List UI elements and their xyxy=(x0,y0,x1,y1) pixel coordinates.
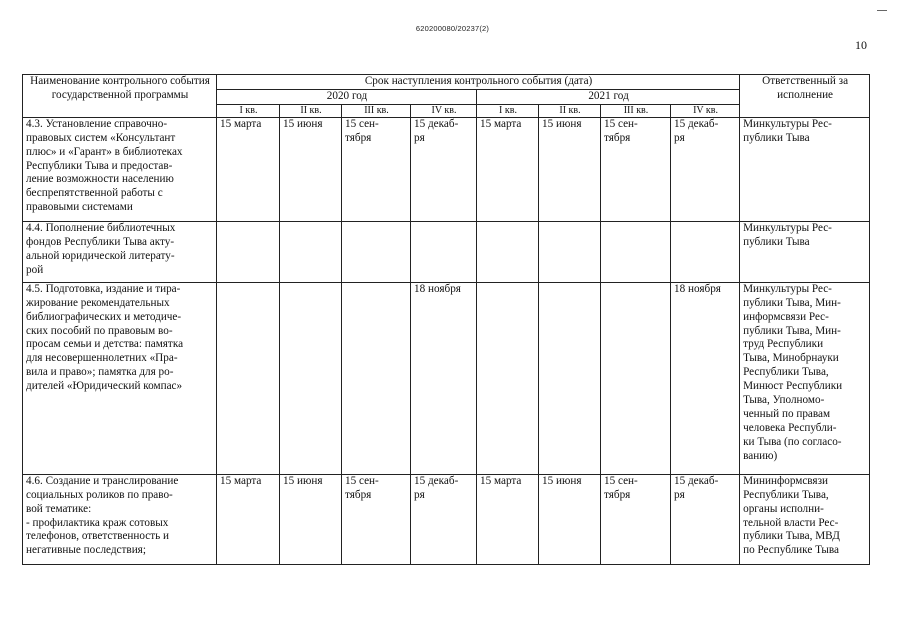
date-cell xyxy=(671,221,740,282)
date-cell: 15 марта xyxy=(217,474,280,564)
header-quarter: II кв. xyxy=(539,104,601,117)
date-cell: 15 июня xyxy=(280,117,342,221)
corner-scan-mark xyxy=(877,10,887,14)
control-events-table xyxy=(22,74,870,565)
date-cell: 15 сен- тября xyxy=(601,474,671,564)
header-quarter: III кв. xyxy=(342,104,411,117)
date-cell: 15 марта xyxy=(477,474,539,564)
date-cell xyxy=(411,221,477,282)
date-cell xyxy=(342,221,411,282)
event-name-cell: 4.3. Установление справочно- правовых систем «Консультант плюс» и «Гарант» в библиотеках Республики Тыва и предостав- ление возможности населению беспрепятственной работы с правовыми системами xyxy=(23,117,217,221)
date-cell: 15 июня xyxy=(539,474,601,564)
page-number: 10 xyxy=(855,38,867,52)
responsible-cell: Минкультуры Рес- публики Тыва, Мин- информсвязи Рес- публики Тыва, Мин- труд Республики Тыва, Минобрнауки Республики Тыва, Минюст Республики Тыва, Уполномо- ченный по правам человека Республи- ки Тыва (по согласо- ванию) xyxy=(740,282,870,474)
date-cell xyxy=(601,221,671,282)
table-row xyxy=(23,221,870,282)
date-cell: 15 декаб- ря xyxy=(411,474,477,564)
header-quarter: II кв. xyxy=(280,104,342,117)
event-name-cell: 4.6. Создание и транслирование социальных роликов по право- вой тематике: - профилактика краж сотовых телефонов, ответственность и негативные последствия; xyxy=(23,474,217,564)
date-cell xyxy=(477,282,539,474)
header-year-2020: 2020 год xyxy=(217,89,477,104)
header-year-2021: 2021 год xyxy=(477,89,740,104)
date-cell xyxy=(342,282,411,474)
header-quarter: IV кв. xyxy=(411,104,477,117)
date-cell xyxy=(539,282,601,474)
date-cell: 15 июня xyxy=(280,474,342,564)
event-name-cell: 4.4. Пополнение библиотечных фондов Республики Тыва акту- альной юридической литерату- рой xyxy=(23,221,217,282)
table-row xyxy=(23,282,870,474)
responsible-cell: Минкультуры Рес- публики Тыва xyxy=(740,117,870,221)
date-cell: 15 декаб- ря xyxy=(671,117,740,221)
date-cell xyxy=(539,221,601,282)
date-cell: 15 декаб- ря xyxy=(411,117,477,221)
date-cell xyxy=(280,221,342,282)
header-quarter: IV кв. xyxy=(671,104,740,117)
header-event-name: Наименование контрольного события государственной программы xyxy=(23,75,217,118)
document-id: 620200080/20237(2) xyxy=(415,24,490,33)
date-cell: 18 ноября xyxy=(411,282,477,474)
date-cell: 15 сен- тября xyxy=(342,117,411,221)
header-deadline-group: Срок наступления контрольного события (дата) xyxy=(217,75,740,90)
date-cell xyxy=(217,221,280,282)
header-responsible: Ответственный за исполнение xyxy=(740,75,870,118)
responsible-cell: Мининформсвязи Республики Тыва, органы исполни- тельной власти Рес- публики Тыва, МВД по Республике Тыва xyxy=(740,474,870,564)
date-cell xyxy=(477,221,539,282)
header-quarter: I кв. xyxy=(217,104,280,117)
table-row xyxy=(23,117,870,221)
date-cell: 15 марта xyxy=(217,117,280,221)
header-quarter: I кв. xyxy=(477,104,539,117)
date-cell: 15 сен- тября xyxy=(601,117,671,221)
date-cell: 15 сен- тября xyxy=(342,474,411,564)
table-row xyxy=(23,474,870,564)
date-cell xyxy=(217,282,280,474)
header-quarter: III кв. xyxy=(601,104,671,117)
date-cell: 15 июня xyxy=(539,117,601,221)
date-cell: 18 ноября xyxy=(671,282,740,474)
date-cell: 15 марта xyxy=(477,117,539,221)
date-cell xyxy=(601,282,671,474)
event-name-cell: 4.5. Подготовка, издание и тира- жирование рекомендательных библиографических и методиче- ских пособий по правовым во- просам семьи и детства: памятка для несовершеннолетних «Пра- вила и право»; памятка для ро- дителей «Юридический компас» xyxy=(23,282,217,474)
responsible-cell: Минкультуры Рес- публики Тыва xyxy=(740,221,870,282)
date-cell xyxy=(280,282,342,474)
date-cell: 15 декаб- ря xyxy=(671,474,740,564)
